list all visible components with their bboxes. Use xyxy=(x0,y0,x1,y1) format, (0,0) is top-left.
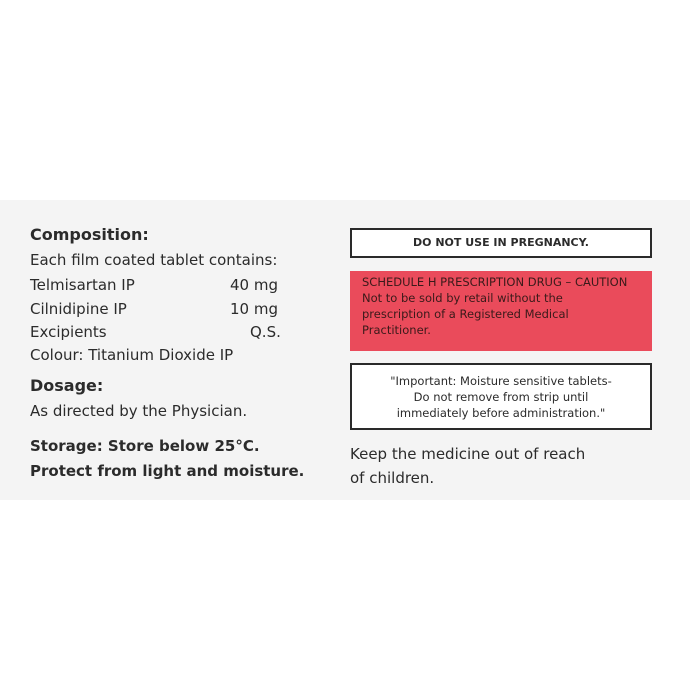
pregnancy-warning-box xyxy=(350,228,652,258)
ingredient-amount-cilnidipine: 10 mg xyxy=(230,300,278,318)
storage-line-1: Storage: Store below 25°C. xyxy=(30,437,260,455)
children-line-2: of children. xyxy=(350,469,435,487)
pregnancy-warning-text: DO NOT USE IN PREGNANCY. xyxy=(413,236,589,249)
dosage-heading: Dosage: xyxy=(30,376,104,395)
children-line-1: Keep the medicine out of reach xyxy=(350,445,586,463)
schedule-h-line-4: Practitioner. xyxy=(362,323,431,337)
composition-intro: Each film coated tablet contains: xyxy=(30,251,278,269)
ingredient-name-cilnidipine: Cilnidipine IP xyxy=(30,300,127,318)
moisture-warning-box xyxy=(350,363,652,430)
schedule-h-line-2: Not to be sold by retail without the xyxy=(362,291,563,305)
colour-line: Colour: Titanium Dioxide IP xyxy=(30,346,234,364)
ingredient-name-telmisartan: Telmisartan IP xyxy=(30,276,135,294)
ingredient-name-excipients: Excipients xyxy=(30,323,107,341)
moisture-line-2: Do not remove from strip until xyxy=(413,390,589,404)
dosage-text: As directed by the Physician. xyxy=(30,402,248,420)
schedule-h-warning xyxy=(350,271,652,351)
schedule-h-line-1: SCHEDULE H PRESCRIPTION DRUG – CAUTION xyxy=(362,275,628,289)
composition-heading: Composition: xyxy=(30,225,149,244)
ingredient-amount-telmisartan: 40 mg xyxy=(230,276,278,294)
storage-line-2: Protect from light and moisture. xyxy=(30,462,305,480)
schedule-h-line-3: prescription of a Registered Medical xyxy=(362,307,569,321)
ingredient-amount-excipients: Q.S. xyxy=(250,323,281,341)
moisture-line-3: immediately before administration." xyxy=(396,406,606,420)
moisture-line-1: "Important: Moisture sensitive tablets- xyxy=(390,374,612,388)
